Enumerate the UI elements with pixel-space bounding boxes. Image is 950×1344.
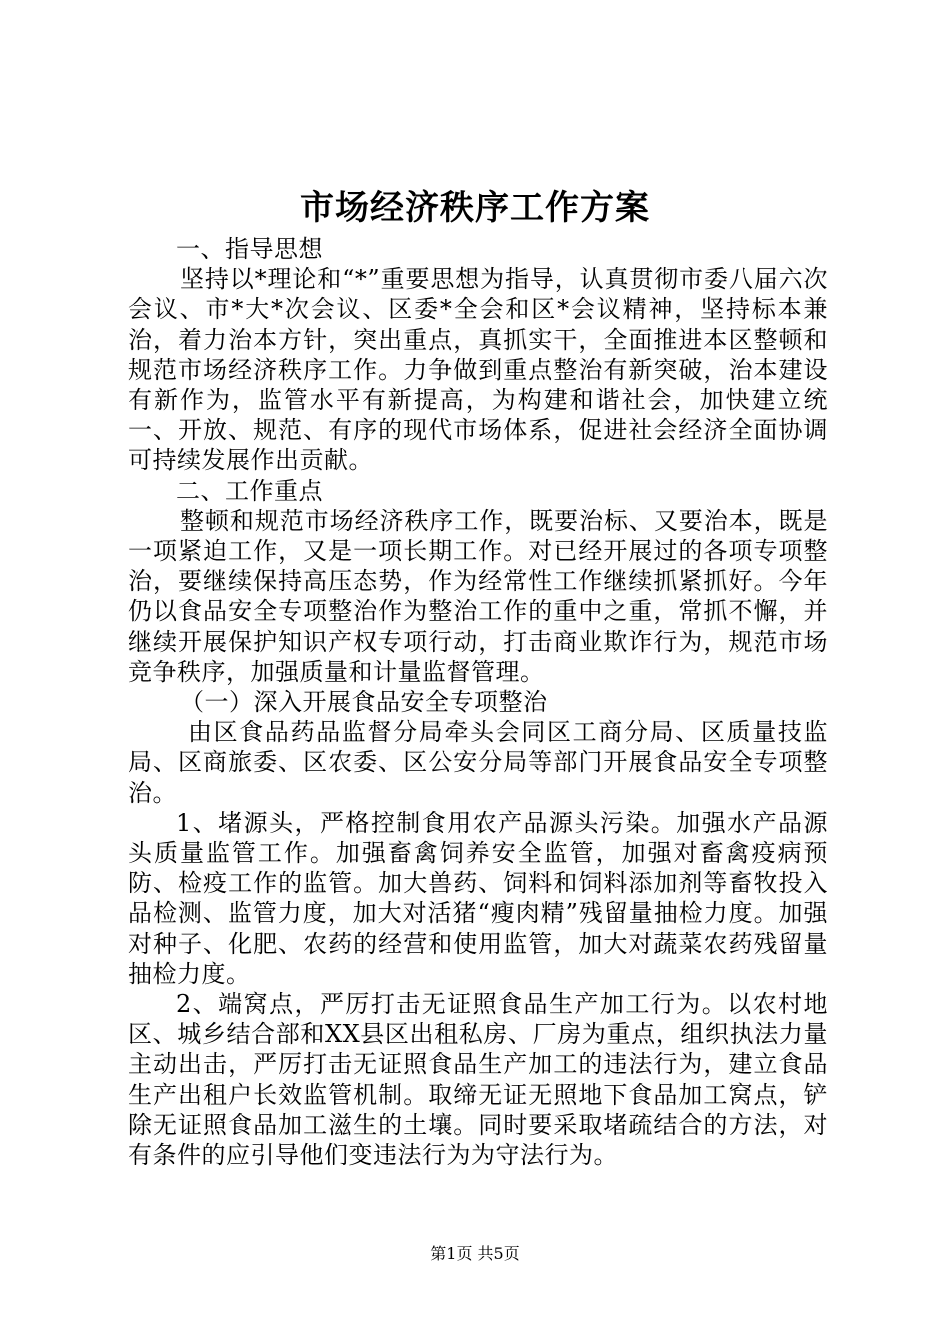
subsection-heading-food-safety: （一）深入开展食品安全专项整治 [180,688,548,717]
paragraph-work-focus: 整顿和规范市场经济秩序工作，既要治标、又要治本，既是一项紧迫工作，又是一项长期工作。对已经开展过的各项专项整治，要继续保持高压态势，作为经常性工作继续抓紧抓好。今年仍以食品安全专项整治作为整治工作的重中之重，常抓不懈，并继续开展保护知识产权专项行动，打击商业欺诈行为，规范市场竞争秩序，加强质量和计量监督管理。 [128,506,828,686]
paragraph-food-safety-lead: 由区食品药品监督分局牵头会同区工商分局、区质量技监局、区商旅委、区农委、区公安分局等部门开展食品安全专项整治。 [128,718,828,807]
document-body [128,234,828,1170]
paragraph-item-2: 2、端窝点，严厉打击无证照食品生产加工行为。以农村地区、城乡结合部和XX县区出租私房、厂房为重点，组织执法力量主动出击，严厉打击无证照食品生产加工的违法行为，建立食品生产出租户长效监管机制。取缔无证无照地下食品加工窝点，铲除无证照食品加工滋生的土壤。同时要采取堵疏结合的方法，对有条件的应引导他们变违法行为为守法行为。 [128,990,828,1170]
paragraph-item-1: 1、堵源头，严格控制食用农产品源头污染。加强水产品源头质量监管工作。加强畜禽饲养安全监管，加强对畜禽疫病预防、检疫工作的监管。加大兽药、饲料和饲料添加剂等畜牧投入品检测、监管力度，加大对活猪“瘦肉精”残留量抽检力度。加强对种子、化肥、农药的经营和使用监管，加大对蔬菜农药残留量抽检力度。 [128,808,828,988]
section-heading-guiding-thought: 一、指导思想 [176,235,323,263]
paragraph-guiding-thought: 坚持以*理论和“*”重要思想为指导，认真贯彻市委八届六次会议、市*大*次会议、区委*全会和区*会议精神，坚持标本兼治，着力治本方针，突出重点，真抓实干，全面推进本区整顿和规范市场经济秩序工作。力争做到重点整治有新突破，治本建设有新作为，监管水平有新提高，为构建和谐社会，加快建立统一、开放、规范、有序的现代市场体系，促进社会经济全面协调可持续发展作出贡献。 [128,265,828,475]
section-heading-work-focus: 二、工作重点 [176,476,323,505]
page-number-footer: 第1页 共5页 [430,1244,520,1263]
document-title: 市场经济秩序工作方案 [300,188,650,228]
